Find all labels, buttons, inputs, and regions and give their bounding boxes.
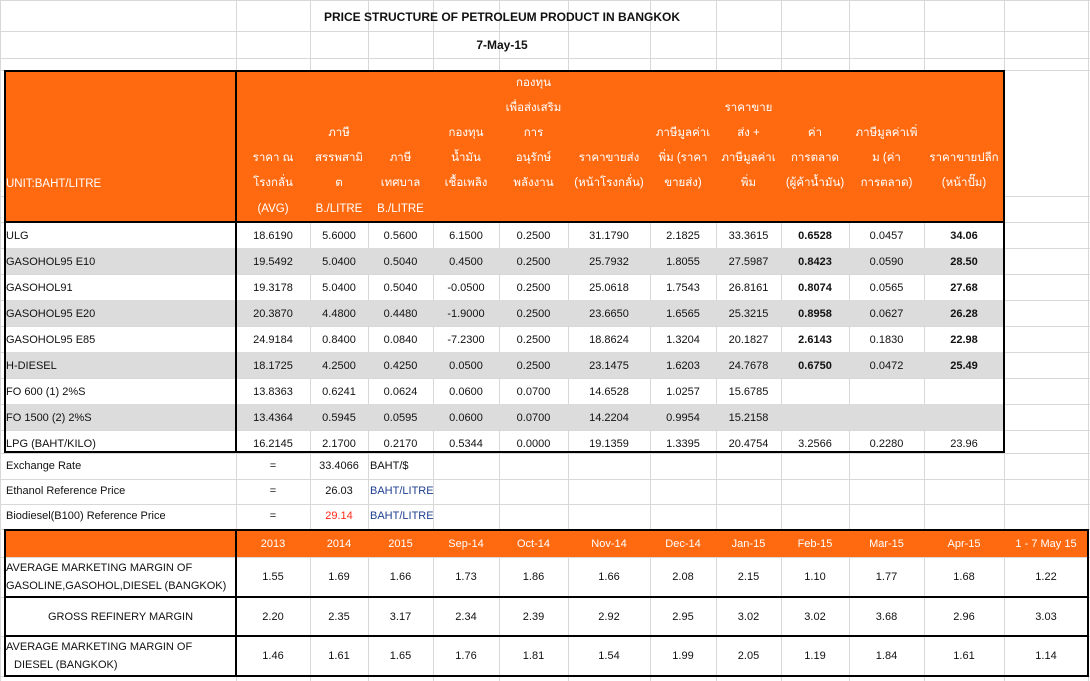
border-line	[1087, 529, 1089, 677]
table-cell: 34.06	[950, 230, 978, 242]
product-name: FO 600 (1) 2%S	[6, 386, 86, 398]
table-cell: 28.50	[950, 256, 978, 268]
table-cell: 22.98	[950, 334, 978, 346]
period-header: 1 - 7 May 15	[1015, 538, 1077, 550]
table-cell: 1.6203	[666, 360, 700, 372]
margin-value: 1.69	[328, 571, 350, 583]
margin-value: 3.68	[875, 610, 898, 623]
margin-value: 1.77	[875, 571, 898, 583]
grid-line	[0, 0, 1, 681]
table-cell: 18.8624	[589, 334, 629, 346]
border-line	[4, 529, 6, 677]
reference-value: 29.14	[325, 510, 353, 522]
table-cell: 0.0595	[383, 412, 418, 424]
table-cell: 24.7678	[728, 360, 769, 372]
border-line	[4, 596, 1089, 598]
reference-unit: BAHT/LITRE	[370, 510, 434, 522]
table-cell: 0.2170	[383, 438, 418, 450]
column-header: ราคา ณ โรงกลั่น	[252, 152, 294, 189]
table-cell: -1.9000	[447, 308, 485, 320]
period-header: 2015	[388, 538, 413, 550]
table-cell: 6.1500	[449, 230, 483, 242]
table-cell: 13.4364	[253, 412, 293, 424]
table-cell: 0.5344	[449, 438, 483, 450]
table-cell: 14.2204	[589, 412, 629, 424]
table-cell: 0.0000	[516, 438, 551, 450]
table-cell: 25.3215	[728, 308, 769, 320]
table-cell: 0.0457	[869, 230, 904, 242]
reference-label: Exchange Rate	[6, 460, 82, 472]
table-cell: 0.0700	[516, 386, 551, 398]
table-cell: 33.3615	[728, 230, 769, 242]
table-cell: 0.4250	[383, 360, 418, 372]
border-line	[4, 451, 1005, 453]
grid-line	[0, 31, 1090, 32]
column-header: ราคาขาย ส่ง + ภาษีมูลค่าเ พิ่ม	[721, 102, 776, 189]
period-header: 2013	[260, 538, 286, 550]
table-cell: 5.0400	[322, 282, 356, 294]
table-cell: 24.9184	[253, 334, 293, 346]
table-cell: 1.3204	[666, 334, 700, 346]
margin-value: 3.03	[1035, 610, 1057, 623]
table-cell: 0.2500	[516, 256, 551, 268]
border-line	[235, 529, 237, 677]
table-cell: 3.2566	[798, 438, 832, 450]
period-header: Mar-15	[869, 538, 904, 550]
table-cell: 0.8423	[798, 256, 832, 268]
table-cell: 20.3870	[253, 308, 293, 320]
margin-value: 1.76	[455, 650, 477, 662]
margin-value: 1.46	[262, 650, 284, 662]
margin-value: 1.10	[804, 571, 826, 583]
date-label: 7-May-15	[476, 38, 528, 52]
table-cell: 0.0590	[869, 256, 904, 268]
reference-label: Biodiesel(B100) Reference Price	[6, 510, 166, 522]
grid-line	[0, 557, 1090, 558]
table-cell: 0.5600	[383, 230, 418, 242]
margin-value: 2.08	[672, 571, 694, 583]
table-cell: 27.5987	[728, 256, 769, 268]
table-cell: 0.6750	[798, 360, 832, 372]
table-cell: 0.2280	[869, 438, 904, 450]
product-name: GASOHOL95 E20	[6, 308, 96, 320]
table-cell: 0.5945	[322, 412, 356, 424]
table-cell: 0.2500	[516, 282, 551, 294]
margin-value: 1.65	[389, 650, 412, 662]
table-cell: 20.1827	[728, 334, 769, 346]
product-name: H-DIESEL	[6, 360, 57, 372]
table-cell: -7.2300	[447, 334, 485, 346]
table-cell: 0.2500	[516, 230, 551, 242]
product-name: FO 1500 (2) 2%S	[6, 412, 92, 424]
table-cell: 20.4754	[728, 438, 769, 450]
table-cell: 2.1700	[322, 438, 356, 450]
margin-value: 2.20	[262, 610, 284, 623]
table-cell: 5.0400	[322, 256, 356, 268]
period-header: 2014	[326, 538, 352, 550]
table-cell: 0.4500	[449, 256, 483, 268]
margin-value: 1.84	[875, 650, 898, 662]
period-header: Feb-15	[797, 538, 833, 550]
table-cell: 0.0627	[869, 308, 904, 320]
reference-value: 33.4066	[319, 460, 359, 472]
margin-value: 2.05	[737, 650, 760, 662]
column-header: ราคาขายส่ง (หน้าโรงกลั่น)	[574, 152, 644, 189]
table-cell: 13.8363	[253, 386, 293, 398]
table-cell: 5.6000	[322, 230, 356, 242]
page-title: PRICE STRUCTURE OF PETROLEUM PRODUCT IN BANGKOK	[323, 10, 680, 24]
table-cell: 1.7543	[666, 282, 700, 294]
border-line	[1003, 70, 1005, 453]
grid-line	[0, 453, 1090, 454]
margin-value: 1.66	[598, 571, 620, 583]
table-cell: 27.68	[950, 282, 978, 294]
unit-subheader: (AVG)	[257, 203, 289, 215]
period-header: Dec-14	[665, 538, 701, 550]
margin-value: 2.35	[328, 610, 350, 623]
table-cell: 0.0600	[449, 386, 483, 398]
period-header: Jan-15	[731, 538, 766, 550]
table-cell: 15.2158	[728, 412, 769, 424]
reference-equals: =	[269, 485, 277, 497]
grid-line	[0, 378, 1090, 379]
table-cell: 19.1359	[589, 438, 629, 450]
column-header: กองทุน เพื่อส่งเสริม การ อนุรักษ์ พลังงาน	[505, 77, 562, 189]
column-header: ภาษี เทศบาล	[380, 152, 421, 189]
margin-value: 2.39	[522, 610, 545, 623]
table-cell: 25.49	[950, 360, 978, 372]
margin-value: 1.54	[598, 650, 620, 662]
table-cell: 1.3395	[666, 438, 700, 450]
product-name: LPG (BAHT/KILO)	[6, 438, 96, 450]
table-cell: 19.3178	[253, 282, 293, 294]
product-name: GASOHOL95 E10	[6, 256, 96, 268]
reference-equals: =	[269, 460, 277, 472]
margin-value: 1.73	[455, 571, 477, 583]
table-cell: 0.0500	[449, 360, 483, 372]
table-cell: 0.6528	[798, 230, 832, 242]
product-name: GASOHOL91	[6, 282, 73, 294]
column-header: กองทุน น้ำมัน เชื้อเพลิง	[444, 127, 488, 189]
reference-value: 26.03	[325, 485, 353, 497]
table-cell: 0.0700	[516, 412, 551, 424]
margin-value: 1.19	[804, 650, 826, 662]
reference-equals: =	[269, 510, 277, 522]
margin-value: 2.92	[598, 610, 620, 623]
border-line	[235, 70, 237, 453]
margin-value: 2.34	[455, 610, 477, 623]
table-cell: 0.0565	[869, 282, 904, 294]
table-cell: 26.28	[950, 308, 978, 320]
margin-value: 1.99	[672, 650, 694, 662]
margin-label: AVERAGE MARKETING MARGIN OF GASOLINE,GASOHOL,DIESEL (BANGKOK)	[6, 562, 227, 592]
table-cell: 15.6785	[728, 386, 769, 398]
margin-value: 2.95	[672, 610, 694, 623]
border-line	[4, 675, 1089, 677]
table-cell: 0.5040	[383, 282, 418, 294]
product-name: GASOHOL95 E85	[6, 334, 96, 346]
table-cell: 23.1475	[589, 360, 629, 372]
table-cell: 14.6528	[589, 386, 629, 398]
table-cell: 0.0600	[449, 412, 483, 424]
reference-label: Ethanol Reference Price	[6, 485, 126, 497]
column-header: ภาษีมูลค่าเ พิ่ม (ราคา ขายส่ง)	[655, 127, 711, 189]
table-cell: 0.2500	[516, 308, 551, 320]
table-cell: 0.8958	[798, 308, 832, 320]
grid-line	[0, 504, 1090, 505]
border-line	[4, 635, 1089, 637]
grid-line	[0, 430, 1090, 431]
margin-value: 1.14	[1035, 650, 1057, 662]
table-cell: 0.8400	[322, 334, 356, 346]
table-cell: 18.6190	[253, 230, 293, 242]
margin-value: 3.17	[389, 610, 412, 623]
unit-subheader: B./LITRE	[377, 203, 424, 215]
period-header: Apr-15	[947, 538, 981, 550]
grid-line	[0, 479, 1090, 480]
table-cell: 2.6143	[798, 334, 832, 346]
table-cell: 0.0624	[383, 386, 418, 398]
table-cell: 0.5040	[383, 256, 418, 268]
period-header: Nov-14	[591, 538, 627, 550]
grid-line	[0, 58, 1090, 59]
unit-subheader: B./LITRE	[315, 203, 363, 215]
table-cell: 1.8055	[666, 256, 700, 268]
margin-value: 1.81	[522, 650, 545, 662]
table-cell: 1.0257	[666, 386, 700, 398]
table-cell: 19.5492	[253, 256, 293, 268]
product-name: ULG	[6, 230, 29, 242]
table-cell: 0.9954	[666, 412, 700, 424]
table-cell: 2.1825	[666, 230, 700, 242]
table-cell: 23.96	[950, 438, 978, 450]
table-cell: 26.8161	[728, 282, 769, 294]
margin-value: 2.15	[737, 571, 760, 583]
grid-line	[0, 0, 1090, 1]
reference-unit: BAHT/LITRE	[370, 485, 434, 497]
table-cell: 0.1830	[869, 334, 904, 346]
table-cell: 16.2145	[253, 438, 293, 450]
table-cell: 0.0840	[383, 334, 418, 346]
border-line	[4, 529, 1089, 531]
table-cell: 0.6241	[322, 386, 356, 398]
table-cell: 0.0472	[869, 360, 904, 372]
margin-value: 1.66	[389, 571, 412, 583]
border-line	[4, 221, 1005, 223]
table-cell: 4.2500	[322, 360, 356, 372]
column-header: ภาษี สรรพสามิ ต	[314, 127, 363, 189]
period-header: Sep-14	[448, 538, 484, 550]
margin-value: 1.68	[953, 571, 975, 583]
margin-value: 1.55	[262, 571, 284, 583]
margin-value: 3.02	[737, 610, 760, 623]
column-header: ภาษีมูลค่าเพิ่ ม (ค่า การตลาด)	[855, 127, 918, 189]
unit-label: UNIT:BAHT/LITRE	[6, 178, 102, 190]
table-cell: 4.4800	[322, 308, 356, 320]
border-line	[4, 70, 1005, 72]
table-cell: 0.2500	[516, 334, 551, 346]
table-cell: 18.1725	[253, 360, 293, 372]
reference-unit: BAHT/$	[370, 460, 409, 472]
margin-value: 1.61	[328, 650, 350, 662]
table-cell: 0.2500	[516, 360, 551, 372]
table-cell: 25.7932	[589, 256, 629, 268]
table-cell: -0.0500	[447, 282, 485, 294]
column-header: ราคาขายปลีก (หน้าปั๊ม)	[929, 152, 999, 189]
table-cell: 1.6565	[666, 308, 700, 320]
column-header: ค่า การตลาด (ผู้ค้าน้ำมัน)	[785, 127, 845, 189]
period-header: Oct-14	[516, 538, 550, 550]
table-cell: 0.4480	[383, 308, 418, 320]
grid-line	[0, 326, 1090, 327]
margin-value: 3.02	[804, 610, 826, 623]
margin-value: 1.86	[522, 571, 545, 583]
margin-label: AVERAGE MARKETING MARGIN OF DIESEL (BANGKOK)	[6, 641, 193, 671]
table-cell: 31.1790	[589, 230, 629, 242]
margin-value: 1.61	[953, 650, 975, 662]
margin-value: 1.22	[1035, 571, 1057, 583]
table-cell: 25.0618	[589, 282, 629, 294]
table-cell: 0.8074	[798, 282, 832, 294]
grid-line	[0, 274, 1090, 275]
table-cell: 23.6650	[589, 308, 629, 320]
margin-value: 2.96	[953, 610, 975, 623]
border-line	[4, 70, 6, 453]
margin-label: GROSS REFINERY MARGIN	[47, 611, 194, 623]
